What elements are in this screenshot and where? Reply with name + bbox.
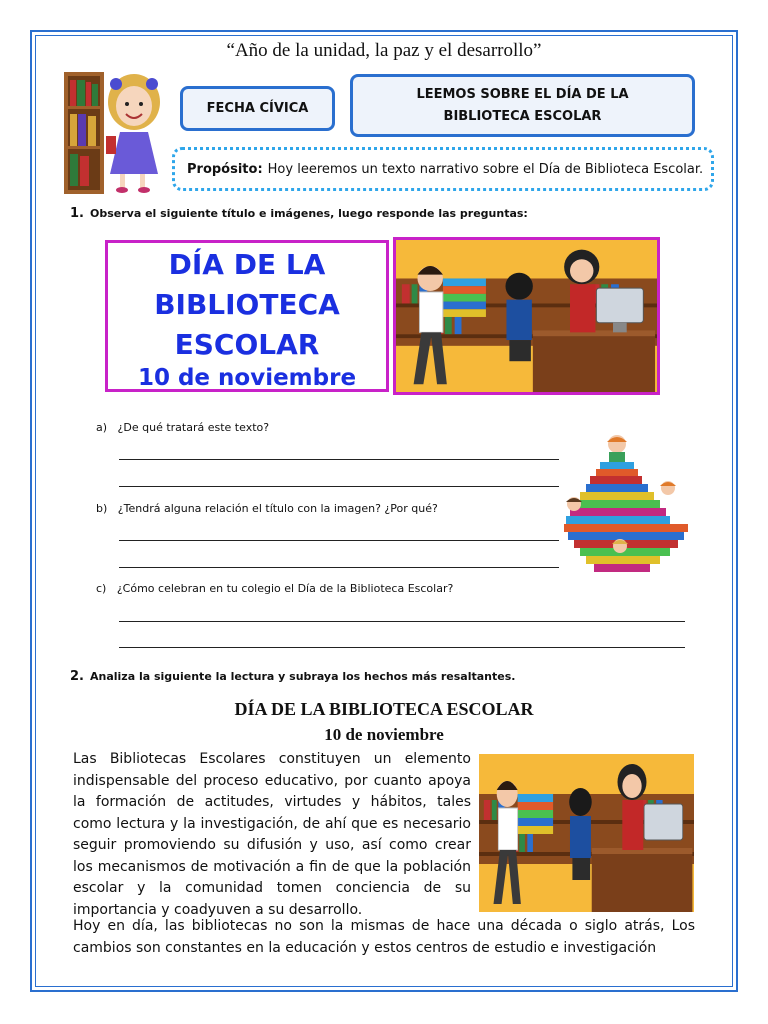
section-2-text: Analiza la siguiente la lectura y subraya los hechos más resaltantes.	[89, 670, 516, 683]
reading-title: DÍA DE LA BIBLIOTECA ESCOLAR	[234, 699, 534, 719]
leemos-badge	[350, 74, 695, 137]
question-b	[96, 502, 438, 515]
question-a-letter: a)	[96, 421, 108, 434]
section-2-instruction	[70, 669, 515, 684]
purpose-text: Hoy leeremos un texto narrativo sobre el Día de Biblioteca Escolar.	[267, 161, 704, 177]
question-b-letter: b)	[96, 502, 108, 515]
section-2-number: 2.	[70, 669, 84, 684]
question-c	[96, 582, 453, 595]
answer-line-b1[interactable]	[119, 540, 559, 541]
question-a-text: ¿De qué tratará este texto?	[117, 421, 270, 434]
section-1-text: Observa el siguiente título e imágenes, luego responde las preguntas:	[89, 207, 528, 220]
section-1-number: 1.	[70, 206, 84, 221]
purpose-label: Propósito:	[187, 161, 263, 177]
title-line-1: DÍA DE LA	[168, 248, 326, 281]
reading-paragraph-2: Hoy en día, las bibliotecas no son la mismas de hace una década o siglo atrás, Los cambios son constantes en la educación y estos centros de estudio e investigación	[73, 918, 695, 956]
answer-line-c1[interactable]	[119, 621, 685, 622]
year-title: “Año de la unidad, la paz y el desarrollo”	[226, 40, 542, 61]
reading-date: 10 de noviembre	[324, 725, 444, 744]
question-c-letter: c)	[96, 582, 107, 595]
answer-line-b2[interactable]	[119, 567, 559, 568]
purpose-box	[172, 147, 714, 191]
library-scene-illustration	[393, 237, 660, 395]
library-scene-illustration-small	[479, 754, 694, 912]
fecha-civica-badge: FECHA CÍVICA	[180, 86, 335, 131]
answer-line-a2[interactable]	[119, 486, 559, 487]
question-c-text: ¿Cómo celebran en tu colegio el Día de la Biblioteca Escolar?	[116, 582, 454, 595]
title-line-3: ESCOLAR	[174, 328, 320, 361]
leemos-line-2: BIBLIOTECA ESCOLAR	[443, 108, 602, 124]
reading-paragraph-1: Las Bibliotecas Escolares constituyen un elemento indispensable del proceso educativo, por cuanto apoya la formación de actitudes, virtudes y hábitos, tales como lectura y la investigación, de ahí que es necesario seguir promoviendo su difusión y uso, así como crear los mecanismos de motivación a fin de que la población escolar y la comunidad tomen conciencia de su importancia y coadyuven a su desarrollo.	[73, 751, 471, 918]
kids-books-illustration	[560, 432, 694, 582]
title-date: 10 de noviembre	[137, 365, 357, 391]
leemos-line-1: LEEMOS SOBRE EL DÍA DE LA	[416, 86, 629, 102]
girl-bookshelf-illustration	[60, 66, 170, 194]
question-b-text: ¿Tendrá alguna relación el título con la imagen? ¿Por qué?	[117, 502, 438, 515]
section-1-instruction	[70, 206, 528, 221]
title-card	[105, 240, 389, 392]
answer-line-c2[interactable]	[119, 647, 685, 648]
answer-line-a1[interactable]	[119, 459, 559, 460]
title-line-2: BIBLIOTECA	[154, 288, 340, 321]
question-a	[96, 421, 269, 434]
